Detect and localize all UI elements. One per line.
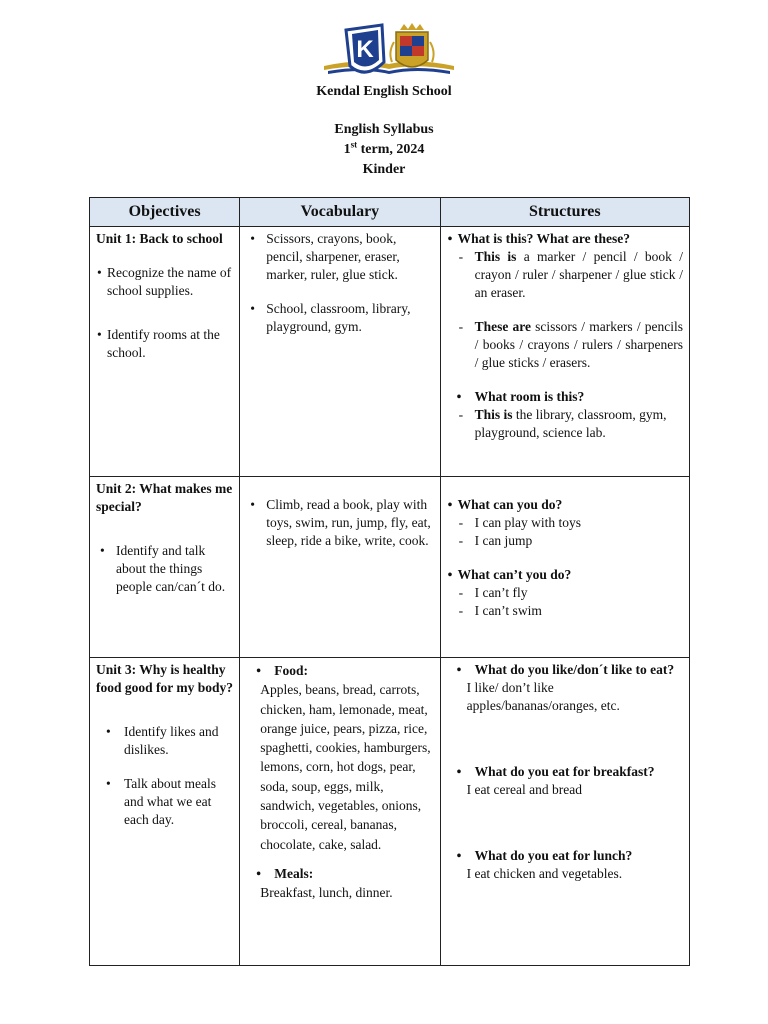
structure-answer: I eat cereal and bread (466, 782, 582, 797)
structure-answer: I eat chicken and vegetables. (466, 866, 623, 881)
structure-question: • What can’t you do? (447, 566, 683, 584)
structure-answer: - I can’t fly (447, 584, 683, 602)
table-row (90, 227, 690, 477)
col-header-objectives: Objectives (90, 198, 240, 227)
objective-item: • Identify rooms at the school. (96, 326, 233, 362)
vocabulary-cell (240, 227, 440, 477)
vocabulary-item: • Scissors, crayons, book, pencil, sharpener, eraser, marker, ruler, glue stick. (246, 230, 433, 284)
structure-answer: - I can’t swim (447, 602, 683, 620)
col-header-structures: Structures (440, 198, 689, 227)
vocabulary-item: Apples, beans, bread, carrots, chicken, ham, lemonade, meat, orange juice, pears, pizza, rice, spaghetti, cookies, hamburgers, lemons, corn, hot dogs, pear, soda, soup, eggs, milk, sandwich, vegetables, onions, broccoli, cereal, bananas, chocolate, cake, salad. (260, 682, 431, 852)
structure-answer: - These are scissors / markers / pencils / books / crayons / rulers / sharpeners / glue sticks / erasers. (447, 318, 683, 372)
col-header-vocabulary: Vocabulary (240, 198, 440, 227)
syllabus-title-block (0, 120, 768, 180)
structures-cell (440, 477, 689, 658)
structure-question: • What room is this? (447, 388, 683, 406)
structure-question: • What do you like/don´t like to eat? (447, 661, 683, 679)
structure-answer: - This is the library, classroom, gym, playground, science lab. (447, 406, 683, 442)
vocabulary-cell (240, 658, 440, 966)
objective-item: • Talk about meals and what we eat each day. (96, 775, 233, 829)
vocabulary-cell (240, 477, 440, 658)
structures-cell (440, 227, 689, 477)
structure-answer: - I can jump (447, 532, 683, 550)
unit-title: Unit 3: Why is healthy food good for my body? (96, 662, 234, 695)
syllabus-table (89, 197, 690, 966)
structure-answer: - I can play with toys (447, 514, 683, 532)
school-logo (322, 22, 456, 84)
vocabulary-item: • Climb, read a book, play with toys, swim, run, jump, fly, eat, sleep, ride a bike, write, cook. (246, 496, 433, 550)
objective-item: • Identify and talk about the things people can/can´t do. (96, 542, 233, 596)
vocabulary-group-label: • Meals: (246, 864, 433, 883)
structures-cell (440, 658, 689, 966)
school-name: Kendal English School (316, 84, 452, 99)
term-line: 1st term, 2024 (343, 139, 425, 157)
table-row (90, 477, 690, 658)
objectives-cell (90, 227, 240, 477)
level-label: Kinder (362, 162, 406, 177)
vocabulary-group-label: • Food: (246, 661, 433, 680)
structure-question: • What do you eat for lunch? (447, 847, 683, 865)
vocabulary-item: • School, classroom, library, playground, gym. (246, 300, 433, 336)
svg-text:K: K (356, 36, 374, 63)
vocabulary-item: Breakfast, lunch, dinner. (260, 885, 393, 901)
structure-answer: I like/ don’t like apples/bananas/oranges, etc. (466, 680, 620, 713)
school-crest-icon (322, 22, 456, 84)
table-header-row (90, 198, 690, 227)
objectives-cell (90, 658, 240, 966)
structure-answer: - This is a marker / pencil / book / crayon / ruler / sharpener / glue stick / an eraser. (447, 248, 683, 302)
objective-item: • Recognize the name of school supplies. (96, 264, 233, 300)
unit-title: Unit 2: What makes me special? (96, 481, 233, 514)
table-row (90, 658, 690, 966)
syllabus-title: English Syllabus (334, 122, 434, 137)
structure-question: • What do you eat for breakfast? (447, 763, 683, 781)
structure-question: • What can you do? (447, 496, 683, 514)
structure-question: • What is this? What are these? (447, 230, 683, 248)
objectives-cell (90, 477, 240, 658)
unit-title: Unit 1: Back to school (96, 231, 223, 246)
objective-item: • Identify likes and dislikes. (96, 723, 233, 759)
